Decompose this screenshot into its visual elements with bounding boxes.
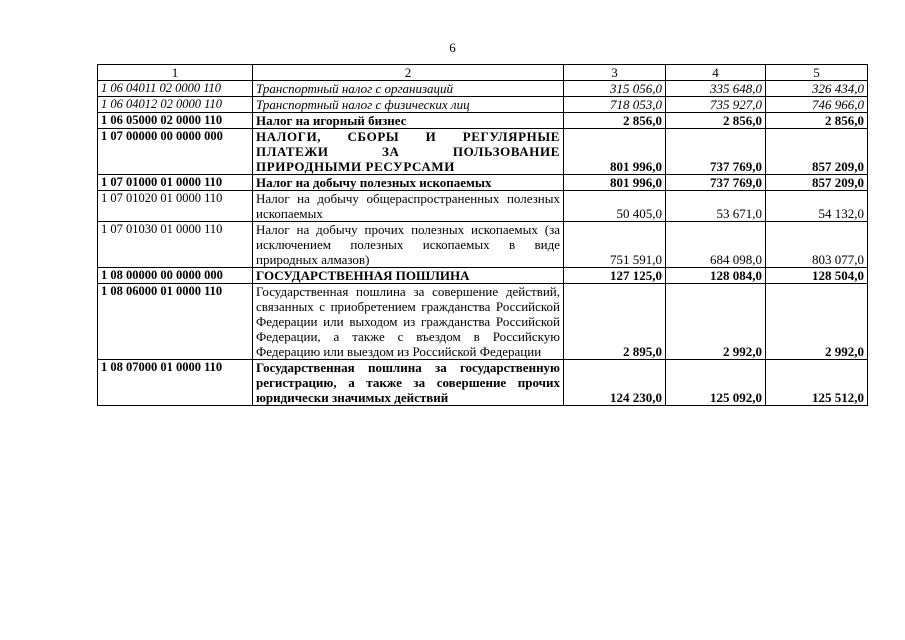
table-row: [98, 97, 868, 113]
value-col3: 315 056,0: [564, 81, 666, 97]
budget-code: 1 06 05000 02 0000 110: [98, 113, 253, 129]
value-col5: 326 434,0: [766, 81, 868, 97]
value-col3: 2 856,0: [564, 113, 666, 129]
budget-code: 1 08 06000 01 0000 110: [98, 284, 253, 360]
value-col3: 124 230,0: [564, 360, 666, 406]
value-col4: 735 927,0: [666, 97, 766, 113]
value-col5: 2 856,0: [766, 113, 868, 129]
item-name: ГОСУДАРСТВЕННАЯ ПОШЛИНА: [253, 268, 564, 284]
column-header: 1: [98, 65, 253, 81]
item-name: Государственная пошлина за государственную регистрацию, а также за совершение прочих юридически значимых действий: [253, 360, 564, 406]
item-name: Транспортный налог с физических лиц: [253, 97, 564, 113]
budget-code: 1 07 00000 00 0000 000: [98, 129, 253, 175]
column-header: 4: [666, 65, 766, 81]
value-col4: 128 084,0: [666, 268, 766, 284]
value-col3: 50 405,0: [564, 191, 666, 222]
value-col4: 737 769,0: [666, 175, 766, 191]
value-col5: 125 512,0: [766, 360, 868, 406]
table-row: [98, 175, 868, 191]
value-col4: 684 098,0: [666, 222, 766, 268]
table-row: [98, 191, 868, 222]
value-col5: 857 209,0: [766, 129, 868, 175]
table-row: [98, 284, 868, 360]
item-name: Налог на игорный бизнес: [253, 113, 564, 129]
value-col5: 2 992,0: [766, 284, 868, 360]
column-header: 3: [564, 65, 666, 81]
page-number: 6: [449, 40, 456, 55]
budget-code: 1 07 01020 01 0000 110: [98, 191, 253, 222]
value-col4: 125 092,0: [666, 360, 766, 406]
value-col3: 751 591,0: [564, 222, 666, 268]
value-col3: 718 053,0: [564, 97, 666, 113]
table-header-row: [98, 65, 868, 81]
budget-code: 1 06 04011 02 0000 110: [98, 81, 253, 97]
value-col4: 335 648,0: [666, 81, 766, 97]
value-col5: 857 209,0: [766, 175, 868, 191]
item-name: Налог на добычу прочих полезных ископаемых (за исключением полезных ископаемых в виде природных алмазов): [253, 222, 564, 268]
value-col3: 801 996,0: [564, 175, 666, 191]
budget-code: 1 07 01030 01 0000 110: [98, 222, 253, 268]
table-row: [98, 113, 868, 129]
table-row: [98, 360, 868, 406]
budget-code: 1 07 01000 01 0000 110: [98, 175, 253, 191]
table-row: [98, 268, 868, 284]
column-header: 5: [766, 65, 868, 81]
budget-code: 1 08 00000 00 0000 000: [98, 268, 253, 284]
item-name: Налог на добычу полезных ископаемых: [253, 175, 564, 191]
value-col5: 803 077,0: [766, 222, 868, 268]
value-col3: 2 895,0: [564, 284, 666, 360]
budget-code: 1 06 04012 02 0000 110: [98, 97, 253, 113]
item-name: Налог на добычу общераспространенных полезных ископаемых: [253, 191, 564, 222]
value-col4: 53 671,0: [666, 191, 766, 222]
value-col3: 127 125,0: [564, 268, 666, 284]
budget-code: 1 08 07000 01 0000 110: [98, 360, 253, 406]
value-col3: 801 996,0: [564, 129, 666, 175]
table-row: [98, 81, 868, 97]
value-col5: 128 504,0: [766, 268, 868, 284]
table-row: [98, 129, 868, 175]
table-row: [98, 222, 868, 268]
value-col4: 2 856,0: [666, 113, 766, 129]
item-name: НАЛОГИ, СБОРЫ И РЕГУЛЯРНЫЕ ПЛАТЕЖИ ЗА ПОЛЬЗОВАНИЕ ПРИРОДНЫМИ РЕСУРСАМИ: [253, 129, 564, 175]
budget-table: [97, 64, 868, 406]
item-name: Транспортный налог с организаций: [253, 81, 564, 97]
value-col4: 737 769,0: [666, 129, 766, 175]
value-col5: 54 132,0: [766, 191, 868, 222]
value-col5: 746 966,0: [766, 97, 868, 113]
column-header: 2: [253, 65, 564, 81]
item-name: Государственная пошлина за совершение действий, связанных с приобретением гражданства Российской Федерации или выходом из гражданства Российской Федерации, а также с въездом в Российскую Федерацию или выездом из Российской Федерации: [253, 284, 564, 360]
value-col4: 2 992,0: [666, 284, 766, 360]
